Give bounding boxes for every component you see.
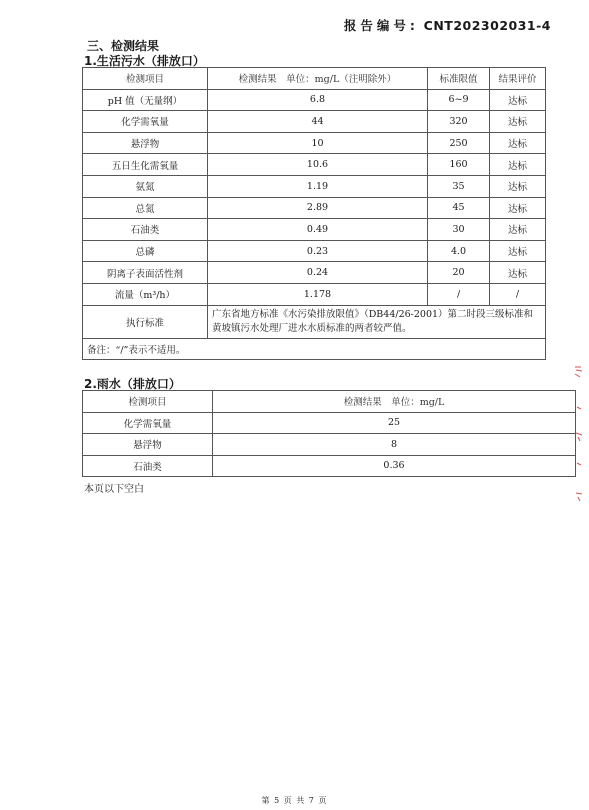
- table-cell: 达标: [490, 132, 546, 154]
- seal-fragment-icon: [572, 365, 586, 505]
- table-header-row: [83, 68, 546, 90]
- table-row: [83, 283, 546, 305]
- table-cell: 4.0: [428, 240, 490, 262]
- table-cell: 250: [428, 132, 490, 154]
- header-cell: 检测结果 单位：mg/L（注明除外）: [207, 68, 427, 90]
- table-cell: 五日生化需氧量: [83, 154, 208, 176]
- table-cell: 流量（m³/h）: [83, 283, 208, 305]
- table-cell: 悬浮物: [83, 132, 208, 154]
- domestic-sewage-table: [82, 67, 546, 360]
- table-cell: 10: [207, 132, 427, 154]
- report-number: [344, 16, 551, 34]
- table-cell: 达标: [490, 175, 546, 197]
- table-cell: 0.36: [213, 455, 576, 477]
- report-number-label: 报告编号:: [343, 18, 419, 33]
- table-row: [83, 154, 546, 176]
- table-cell: 6.8: [207, 89, 427, 111]
- table-cell: 20: [428, 262, 490, 284]
- table-cell: 160: [428, 154, 490, 176]
- table-row: [83, 240, 546, 262]
- table-row: [83, 455, 576, 477]
- table-cell: 达标: [490, 240, 546, 262]
- header-cell: 标准限值: [428, 68, 490, 90]
- blank-below-note: 本页以下空白: [84, 484, 144, 495]
- table-cell: 44: [207, 111, 427, 133]
- table-note: 备注：“/”表示不适用。: [83, 338, 546, 360]
- table-cell: 30: [428, 219, 490, 241]
- header-cell: 结果评价: [490, 68, 546, 90]
- table-cell: 320: [428, 111, 490, 133]
- table-cell: 达标: [490, 111, 546, 133]
- table-row: [83, 132, 546, 154]
- header-cell: 检测结果 单位：mg/L: [213, 391, 576, 413]
- table-cell: 达标: [490, 197, 546, 219]
- table-cell: 总磷: [83, 240, 208, 262]
- header-cell: 检测项目: [83, 391, 213, 413]
- table-cell: 达标: [490, 262, 546, 284]
- table2-title: 2.雨水（排放口）: [84, 377, 181, 391]
- header-cell: 检测项目: [83, 68, 208, 90]
- table-cell: 45: [428, 197, 490, 219]
- table-header-row: [83, 391, 576, 413]
- report-number-value: CNT202302031-4: [423, 18, 551, 33]
- table-cell: 0.49: [207, 219, 427, 241]
- table-row: [83, 111, 546, 133]
- section-title: 三、检测结果: [87, 39, 160, 53]
- standard-text: 广东省地方标准《水污染排放限值》（DB44/26-2001）第二时段三级标准和黄坡镇污水处理厂进水水质标准的两者较严值。: [207, 305, 545, 338]
- table-cell: 达标: [490, 219, 546, 241]
- page-footer: 第 5 页 共 7 页: [261, 796, 328, 805]
- table-cell: 25: [213, 412, 576, 434]
- table-cell: 悬浮物: [83, 434, 213, 456]
- table-cell: 化学需氧量: [83, 412, 213, 434]
- table-cell: 0.23: [207, 240, 427, 262]
- table1-title: 1.生活污水（排放口）: [84, 54, 205, 68]
- table-cell: 石油类: [83, 219, 208, 241]
- table-row: [83, 219, 546, 241]
- table-row: [83, 434, 576, 456]
- table-cell: 1.19: [207, 175, 427, 197]
- table-cell: 达标: [490, 89, 546, 111]
- table-row: [83, 412, 576, 434]
- standard-row: [83, 305, 546, 338]
- table-cell: pH 值（无量纲）: [83, 89, 208, 111]
- table-cell: 石油类: [83, 455, 213, 477]
- table-cell: /: [490, 283, 546, 305]
- standard-label: 执行标准: [83, 305, 208, 338]
- table-row: [83, 89, 546, 111]
- table-cell: 化学需氧量: [83, 111, 208, 133]
- table-cell: 氨氮: [83, 175, 208, 197]
- table-cell: 0.24: [207, 262, 427, 284]
- table-cell: /: [428, 283, 490, 305]
- table-cell: 2.89: [207, 197, 427, 219]
- table-cell: 达标: [490, 154, 546, 176]
- table-cell: 1.178: [207, 283, 427, 305]
- table-cell: 8: [213, 434, 576, 456]
- table-cell: 阴离子表面活性剂: [83, 262, 208, 284]
- rainwater-table: [82, 390, 576, 477]
- note-row: [83, 338, 546, 360]
- table-row: [83, 262, 546, 284]
- table-cell: 总氮: [83, 197, 208, 219]
- table-row: [83, 197, 546, 219]
- table-cell: 6~9: [428, 89, 490, 111]
- table-row: [83, 175, 546, 197]
- table-cell: 10.6: [207, 154, 427, 176]
- table-cell: 35: [428, 175, 490, 197]
